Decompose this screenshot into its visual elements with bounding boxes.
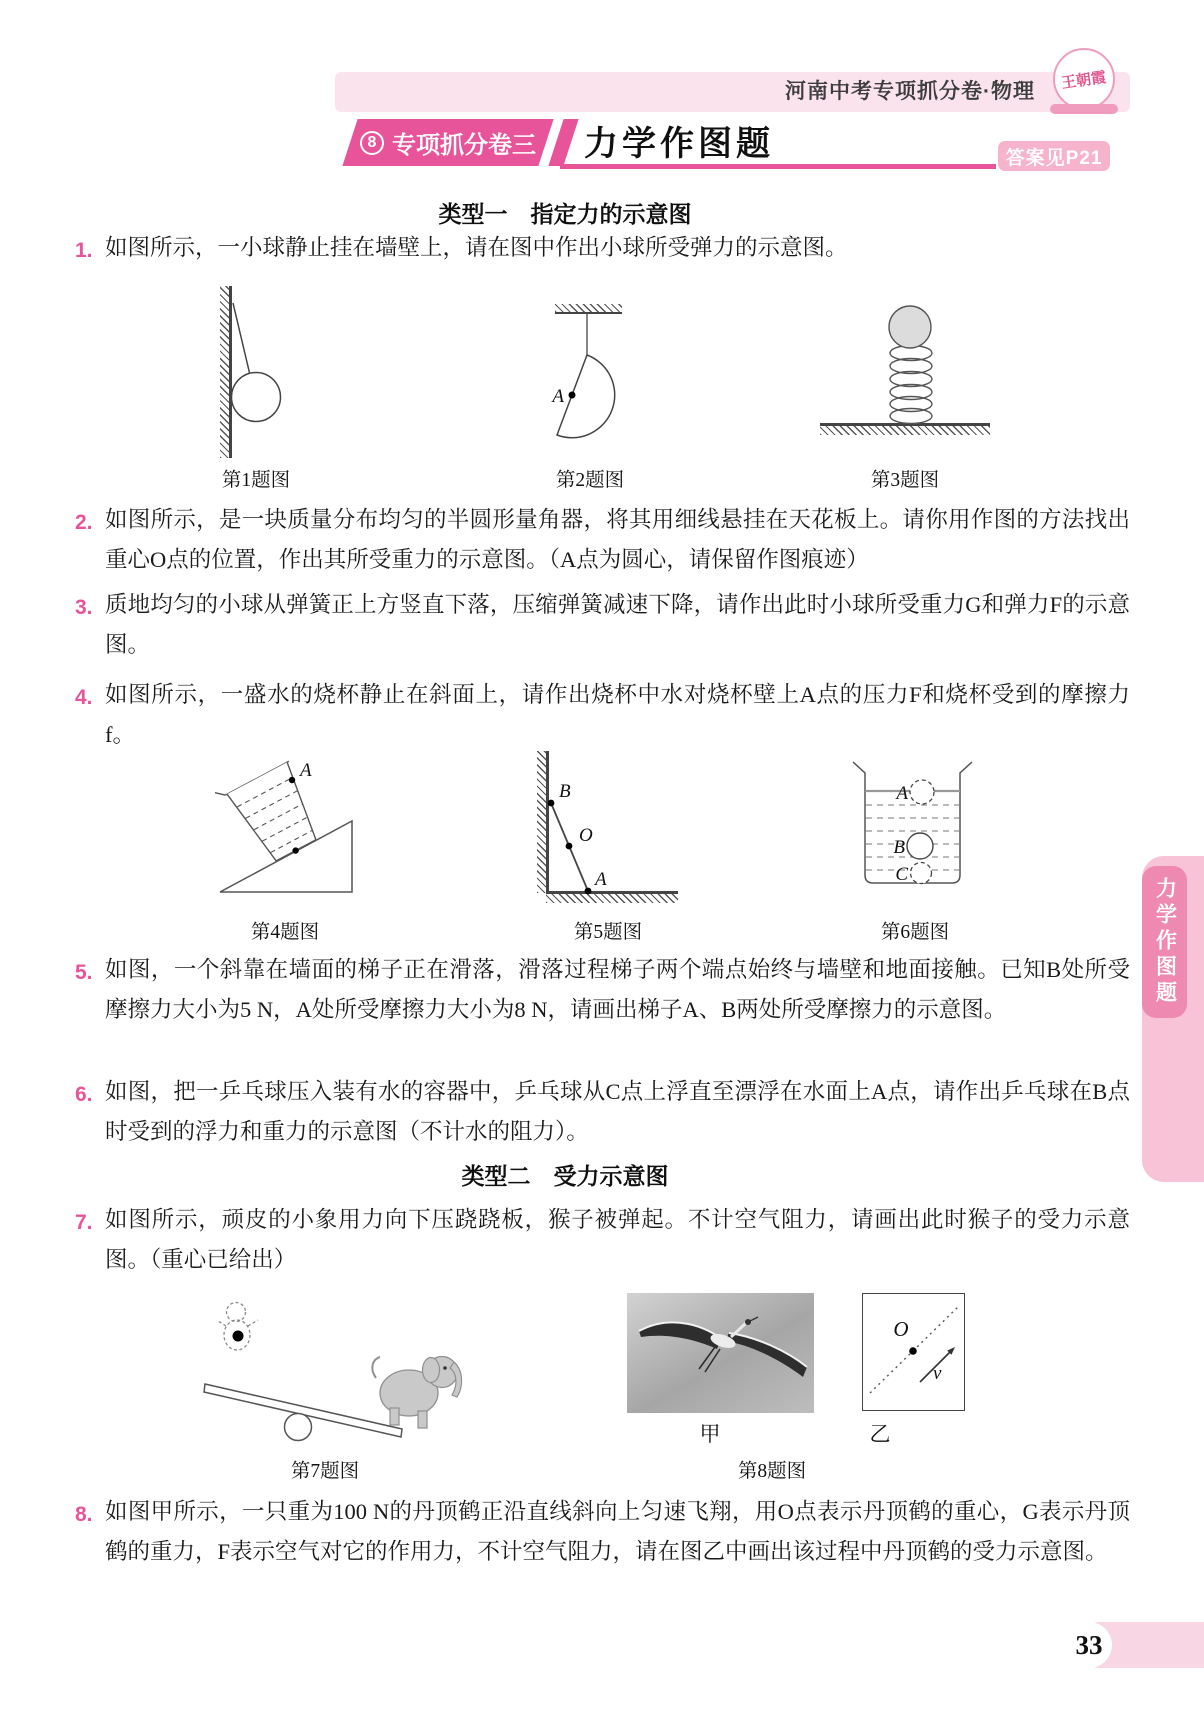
figure-8-diagram xyxy=(863,1294,966,1412)
crane-photo xyxy=(627,1293,814,1413)
question-2 xyxy=(75,500,1130,580)
question-1-text: 如图所示，一小球静止挂在墙壁上，请在图中作出小球所受弹力的示意图。 xyxy=(105,235,848,260)
figure-5-ladder xyxy=(525,745,695,903)
point-b-label: B xyxy=(893,837,905,858)
page-title: 力学作图题 xyxy=(584,125,774,163)
question-8-number: 8. xyxy=(75,1503,93,1526)
sub-caption-jia: 甲 xyxy=(699,1422,721,1446)
figure-6-drawing xyxy=(852,756,980,898)
unit-banner-label: 专项抓分卷三 xyxy=(392,132,536,159)
chapter-side-tab-label: 力学作图题 xyxy=(1142,866,1187,1018)
figure-1-ball-on-wall xyxy=(220,283,310,465)
figure-2-caption: 第2题图 xyxy=(555,470,625,491)
point-c-label: C xyxy=(895,864,908,885)
point-a-label: A xyxy=(300,760,312,781)
brand-logo xyxy=(1053,48,1115,110)
figure-1-caption: 第1题图 xyxy=(221,470,291,491)
question-5-text: 如图，一个斜靠在墙面的梯子正在滑落，滑落过程梯子两个端点始终与墙壁和地面接触。已知B处所受摩擦力大小为5 N，A处所受摩擦力大小为8 N，请画出梯子A、B两处所受摩擦力的示意图。 xyxy=(105,957,1130,1022)
unit-banner-tail xyxy=(548,119,578,166)
question-4 xyxy=(75,675,1130,755)
question-8 xyxy=(75,1492,1130,1572)
crane-drawing xyxy=(627,1293,814,1413)
unit-number-icon: 8 xyxy=(360,131,384,155)
figure-3-ball-on-spring xyxy=(818,300,993,440)
figure-2-drawing xyxy=(548,300,633,445)
sub-caption-yi: 乙 xyxy=(869,1422,891,1446)
question-2-number: 2. xyxy=(75,511,93,534)
crane-right-wing xyxy=(725,1333,807,1377)
question-5 xyxy=(75,950,1130,1030)
question-3 xyxy=(75,585,1130,665)
question-3-number: 3. xyxy=(75,596,93,619)
figure-1-drawing xyxy=(220,283,310,465)
answer-reference-badge: 答案见P21 xyxy=(998,141,1110,171)
question-7-number: 7. xyxy=(75,1211,93,1234)
page-number: 33 xyxy=(1066,1622,1112,1668)
figure-3-drawing xyxy=(818,300,993,440)
figure-6-caption: 第6题图 xyxy=(880,922,950,943)
question-8-text: 如图甲所示，一只重为100 N的丹顶鹤正沿直线斜向上匀速飞翔，用O点表示丹顶鹤的重心，G表示丹顶鹤的重力，F表示空气对它的作用力，不计空气阻力，请在图乙中画出该过程中丹顶鹤的受力示意图。 xyxy=(105,1499,1130,1564)
question-1-number: 1. xyxy=(75,239,93,262)
seesaw-fulcrum xyxy=(285,1414,312,1441)
figure-5-caption: 第5题图 xyxy=(573,922,643,943)
question-2-text: 如图所示，是一块质量分布均匀的半圆形量角器，将其用细线悬挂在天花板上。请你用作图的方法找出重心O点的位置，作出其所受重力的示意图。（A点为圆心，请保留作图痕迹） xyxy=(105,507,1130,572)
figure-7-seesaw xyxy=(180,1296,472,1446)
figure-4-beaker-on-incline xyxy=(210,752,365,900)
figure-4-drawing xyxy=(210,752,365,900)
figure-8-diagram-box xyxy=(862,1293,965,1411)
question-7-text: 如图所示，顽皮的小象用力向下压跷跷板，猴子被弹起。不计空气阻力，请画出此时猴子的受力示意图。（重心已给出） xyxy=(105,1207,1130,1272)
figure-2-protractor xyxy=(548,300,633,445)
question-7 xyxy=(75,1200,1130,1280)
question-5-number: 5. xyxy=(75,961,93,984)
brand-logo-ribbon xyxy=(1050,104,1118,114)
question-6-text: 如图，把一乒乓球压入装有水的容器中，乒乓球从C点上浮直至漂浮在水面上A点，请作出乒乓球在B点时受到的浮力和重力的示意图（不计水的阻力）。 xyxy=(105,1079,1130,1144)
question-6-number: 6. xyxy=(75,1083,93,1106)
series-title: 河南中考专项抓分卷·物理 xyxy=(785,80,1035,103)
figure-7-drawing xyxy=(180,1296,472,1446)
question-1 xyxy=(75,228,1130,271)
figure-8-caption: 第8题图 xyxy=(737,1461,807,1482)
brand-logo-text: 王朝霞 xyxy=(1060,69,1108,92)
monkey-head xyxy=(227,1303,246,1322)
point-a-label: A xyxy=(595,869,607,890)
unit-banner xyxy=(342,119,553,166)
figure-7-caption: 第7题图 xyxy=(290,1461,360,1482)
section-heading-1: 类型一 指定力的示意图 xyxy=(438,201,692,227)
header-band xyxy=(335,72,1130,112)
question-6 xyxy=(75,1072,1130,1152)
question-4-number: 4. xyxy=(75,686,93,709)
section-heading-2: 类型二 受力示意图 xyxy=(461,1163,669,1189)
point-a-label: A xyxy=(896,783,908,804)
velocity-label: v xyxy=(933,1363,942,1384)
figure-3-caption: 第3题图 xyxy=(870,470,940,491)
point-a-label: A xyxy=(552,386,564,407)
question-4-text: 如图所示，一盛水的烧杯静止在斜面上，请作出烧杯中水对烧杯壁上A点的压力F和烧杯受到的摩擦力f。 xyxy=(105,682,1130,747)
point-b-label: B xyxy=(559,781,571,802)
figure-6-beaker-with-ball xyxy=(852,756,980,898)
title-underline xyxy=(560,164,996,169)
figure-5-drawing xyxy=(525,745,695,903)
elephant xyxy=(372,1357,461,1429)
question-3-text: 质地均匀的小球从弹簧正上方竖直下落，压缩弹簧减速下降，请作出此时小球所受重力G和弹力F的示意图。 xyxy=(105,592,1130,657)
chapter-side-tab[interactable] xyxy=(1142,856,1204,1182)
point-o-label: O xyxy=(579,825,593,846)
point-o-label: O xyxy=(893,1317,909,1341)
figure-4-caption: 第4题图 xyxy=(250,922,320,943)
monkey-center-of-gravity-dot xyxy=(233,1331,244,1342)
